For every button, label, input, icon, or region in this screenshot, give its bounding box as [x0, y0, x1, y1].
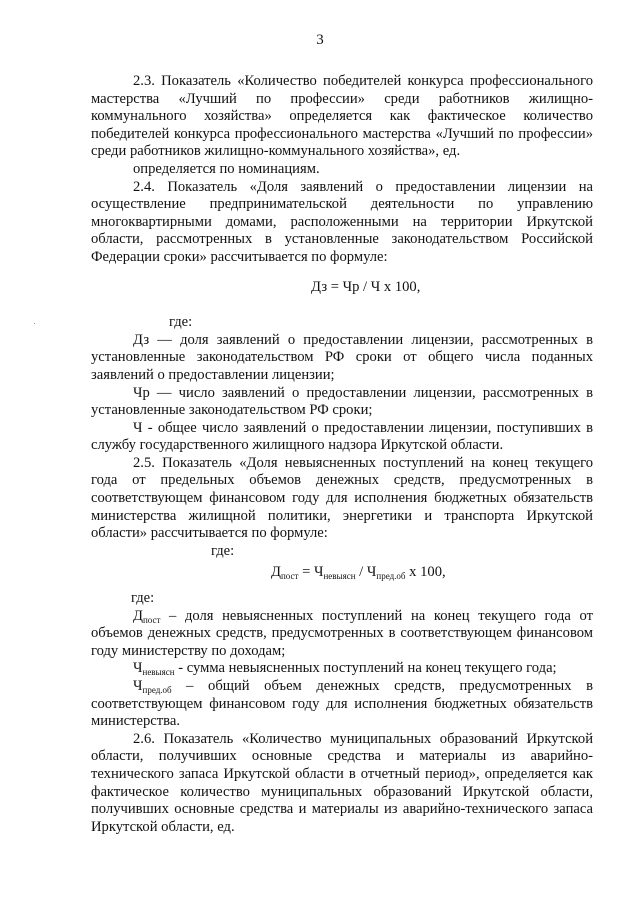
definition-chnevyyasn-text: - сумма невыясненных поступлений на конец текущего года; — [174, 660, 557, 677]
definition-chpredob — [91, 678, 593, 731]
definition-ch: Ч - общее число заявлений о предоставлении лицензии, поступивших в службу государственного жилищного надзора Иркутской области. — [91, 419, 593, 454]
formula-div: / — [355, 564, 367, 581]
page-number: 3 — [316, 32, 324, 48]
formula-dpost — [91, 564, 593, 582]
paragraph-2-5: 2.5. Показатель «Доля невыясненных поступлений на конец текущего года от предельных объемов денежных средств, предусмотренных в соответствующем финансовом году для исполнения бюджетных обязательств министерства жилищной политики, энергетики и транспорта Иркутской области» рассчитывается по формуле: — [91, 454, 593, 542]
definition-dpost-text: – доля невыясненных поступлений на конец текущего года от объемов денежных средств, предусмотренных в соответствующем финансовом году министерству по доходам; — [91, 607, 593, 659]
definition-chr: Чр — число заявлений о предоставлении лицензии, рассмотренных в установленные законодательством РФ сроки; — [91, 384, 593, 419]
definition-dz: Дз — доля заявлений о предоставлении лицензии, рассмотренных в установленные законодательством РФ сроки от общего числа поданных заявлений о предоставлении лицензии; — [91, 331, 593, 383]
margin-mark — [34, 323, 35, 324]
paragraph-2-3: 2.3. Показатель «Количество победителей конкурса профессионального мастерства «Лучший по профессии» среди работников жилищно-коммунального хозяйства» определяется как фактическое количество победителей конкурса профессионального мастерства «Лучший по профессии» среди работников жилищно-коммунального хозяйства», ед. — [91, 73, 593, 160]
definition-chpredob-sym: Ч — [133, 678, 143, 694]
formula-ch2-sub: пред.об — [376, 571, 406, 582]
formula-eq: = — [298, 564, 314, 581]
where-label-2: где: — [211, 542, 235, 559]
where-label-3: где: — [131, 590, 155, 607]
paragraph-2-3-note: определяется по номинациям. — [133, 160, 320, 177]
paragraph-2-4: 2.4. Показатель «Доля заявлений о предоставлении лицензии на осуществление предпринимательской деятельности по управлению многоквартирными домами, расположенными на территории Иркутской области, рассмотренных в установленные законодательством Российской Федерации сроки» рассчитывается по формуле: — [91, 178, 593, 265]
definition-chnevyyasn-sym: Ч — [133, 660, 143, 677]
definition-dpost — [91, 608, 593, 661]
document-body — [91, 73, 593, 836]
definition-chnevyyasn — [91, 660, 593, 678]
formula-tail: х 100, — [405, 564, 446, 581]
where-label-1: где: — [169, 314, 193, 331]
formula-dz: Дз = Чр / Ч х 100, — [311, 278, 421, 295]
formula-d-sub: пост — [280, 571, 299, 582]
formula-d: Д — [271, 564, 281, 581]
definition-chpredob-text: – общий объем денежных средств, предусмотренных в соответствующем финансовом году для исполнения бюджетных обязательств министерства. — [91, 678, 593, 730]
definition-dpost-sub: пост — [142, 614, 161, 625]
formula-ch1: Ч — [313, 564, 324, 581]
formula-ch2: Ч — [366, 564, 377, 581]
formula-ch1-sub: невыясн — [323, 571, 356, 582]
definition-chnevyyasn-sub: невыясн — [142, 667, 175, 678]
definition-dpost-sym: Д — [133, 607, 143, 624]
paragraph-2-6: 2.6. Показатель «Количество муниципальных образований Иркутской области, получивших основные средства и материалы из аварийно-технического запаса Иркутской области в отчетный период», определяется как фактическое количество муниципальных образований Иркутской области, получивших основные средства и материалы из аварийно-технического запаса Иркутской области, ед. — [91, 730, 593, 835]
definition-chpredob-sub: пред.об — [142, 685, 172, 695]
